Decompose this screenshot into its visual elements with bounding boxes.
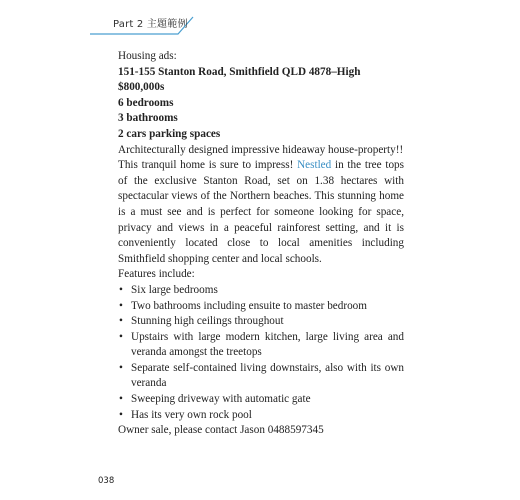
feature-text: Has its very own rock pool [131,408,252,421]
ad-content [118,49,404,439]
bullet-icon: • [119,299,123,312]
feature-text: Sweeping driveway with automatic gate [131,393,311,406]
highlighted-word: Nestled [297,159,332,172]
feature-item [118,392,404,408]
section-label: Part 2 主題範例 [113,19,188,30]
features-list [118,283,404,423]
feature-item [118,361,404,392]
feature-text: Six large bedrooms [131,283,218,296]
page-header [0,0,520,40]
feature-item [118,299,404,315]
feature-item [118,314,404,330]
feature-text: Two bathrooms including ensuite to master bedroom [131,299,367,312]
page-number: 038 [98,476,115,486]
feature-text: Stunning high ceilings throughout [131,315,284,328]
feature-text: Separate self-contained living downstairs, also with its own veranda [131,361,404,390]
ad-address: 151-155 Stanton Road, Smithfield QLD 4878–High $800,000s [118,65,361,94]
bullet-icon: • [119,361,123,374]
bullet-icon: • [119,283,123,296]
feature-item [118,330,404,361]
spec-bathrooms: 3 bathrooms [118,112,178,125]
body-text-end: in the tree tops of the exclusive Stanton Road, set on 1.38 hectares with spectacular views of the Northern beaches. This stunning home is a must see and is perfect for someone looking for space, privacy and views in a peaceful rainforest setting, and it is conveniently located close to local amenities including Smithfield shopping center and local schools. [118,159,404,265]
bullet-icon: • [119,315,123,328]
bullet-icon: • [119,330,123,343]
feature-item [118,283,404,299]
body-text-start: This tranquil home is sure to impress! [118,159,298,172]
bullet-icon: • [119,408,123,421]
ad-body [118,158,404,267]
ad-headline: Architecturally designed impressive hideaway house-property!! [118,143,404,156]
contact-line: Owner sale, please contact Jason 0488597345 [118,424,324,437]
spec-bedrooms: 6 bedrooms [118,96,174,109]
header-rule [0,0,520,40]
ads-label: Housing ads: [118,50,177,62]
features-label: Features include: [118,268,195,281]
bullet-icon: • [119,393,123,406]
feature-item [118,408,404,424]
feature-text: Upstairs with large modern kitchen, large living area and veranda amongst the treetops [131,330,404,359]
spec-parking: 2 cars parking spaces [118,127,221,140]
